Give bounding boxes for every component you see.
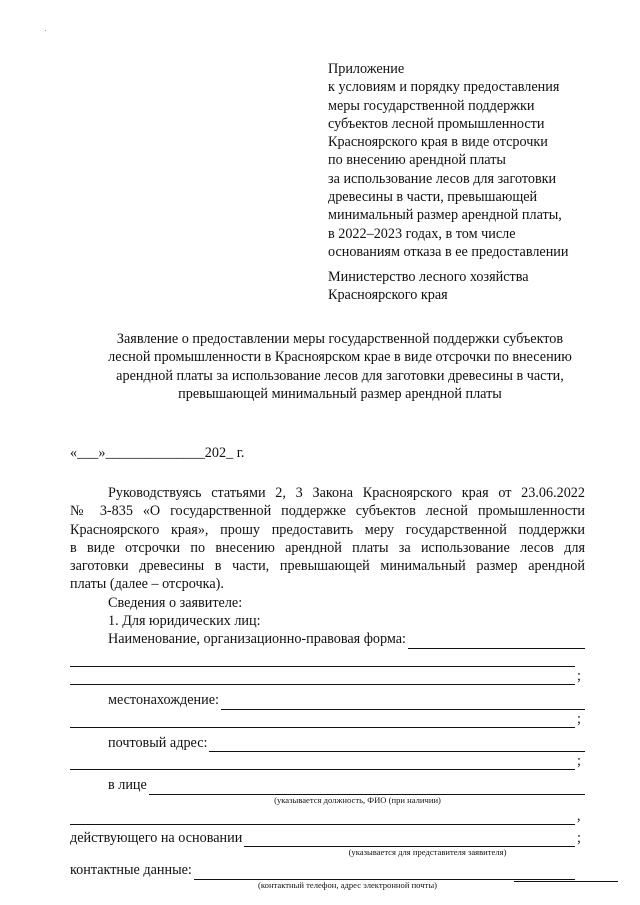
appendix-header [328,60,628,261]
name-field[interactable] [70,630,585,648]
appendix-line: субъектов лесной промышленности [328,115,545,132]
name-field-blank[interactable] [408,635,585,649]
legal-entities-heading: 1. Для юридических лиц: [108,613,261,630]
name-field-label: Наименование, организационно-правовая форма: [108,631,406,648]
scan-speck [45,30,46,31]
location-field[interactable] [70,691,585,709]
appendix-line: к условиям и порядку предоставления [328,79,560,96]
representative-label: в лице [108,777,147,794]
appendix-line: древесины в части, превышающей [328,189,538,206]
title-line: превышающей минимальный размер арендной платы [178,385,502,402]
paragraph-line: платы (далее – отсрочка). [70,576,224,593]
postal-address-blank[interactable] [70,756,575,770]
application-body [70,484,585,890]
title-line: Заявление о предоставлении меры государственной поддержки субъектов [116,331,564,347]
document-title [60,330,620,403]
semicolon: ; [577,667,581,684]
postal-address-blank[interactable] [209,738,585,752]
semicolon: ; [577,710,581,727]
name-field-blank[interactable] [70,671,575,685]
contacts-field[interactable] [70,861,585,879]
representative-blank[interactable] [149,781,585,795]
title-line: лесной промышленности в Красноярском крае в виде отсрочки по внесению [108,349,572,366]
semicolon: ; [577,830,581,847]
contacts-blank[interactable] [194,866,575,880]
appendix-line: в 2022–2023 годах, в том числе [328,225,516,242]
contacts-hint: (контактный телефон, адрес электронной почты) [258,879,437,890]
appendix-line: минимальный размер арендной платы, [328,207,562,224]
representative-hint: (указывается должность, ФИО (при наличии) [274,794,441,805]
basis-label: действующего на основании [70,830,243,847]
location-field-blank[interactable] [70,714,575,728]
appendix-line: за использование лесов для заготовки [328,170,557,187]
addressee-block [328,268,529,305]
paragraph-line: Красноярского края», прошу предоставить меру государственной поддержки [70,521,585,538]
semicolon: ; [577,753,581,770]
footer-rule [514,881,618,882]
addressee-line: Красноярского края [328,287,448,304]
name-field-continuation[interactable] [70,649,585,667]
contacts-label: контактные данные: [70,862,192,879]
representative-blank[interactable] [70,811,575,825]
location-field-blank[interactable] [221,696,585,710]
paragraph-line: в виде отсрочки по внесению арендной платы за использование лесов для [70,539,585,556]
appendix-line: по внесению арендной платы [328,152,506,169]
paragraph-line: заготовки древесины в части, превышающей минимальный размер арендной [70,558,585,575]
title-line: арендной платы за использование лесов для заготовки древесины в части, [116,367,564,384]
representative-continuation[interactable] [70,807,585,825]
date-line: «___»______________202_ г. [70,445,245,461]
appendix-line: меры государственной поддержки [328,97,535,114]
addressee-line: Министерство лесного хозяйства [328,269,529,285]
paragraph-line: № 3-835 «О государственной поддержке субъектов лесной промышленности [70,503,585,520]
basis-blank[interactable] [244,833,575,847]
postal-address-continuation[interactable] [70,752,585,770]
appendix-line: основаниям отказа в ее предоставлении [328,243,569,260]
location-field-label: местонахождение: [108,692,219,709]
location-field-continuation[interactable] [70,710,585,728]
name-field-blank[interactable] [70,653,575,667]
basis-field[interactable] [70,829,585,847]
postal-address-field[interactable] [70,734,585,752]
appendix-line: Красноярского края в виде отсрочки [328,134,548,151]
representative-field[interactable] [70,776,585,794]
basis-hint: (указывается для представителя заявителя) [348,847,507,858]
postal-address-label: почтовый адрес: [108,734,208,751]
comma: , [577,807,581,824]
paragraph-line: Руководствуясь статьями 2, 3 Закона Красноярского края от 23.06.2022 [108,485,585,501]
applicant-info-heading: Сведения о заявителе: [108,594,243,611]
appendix-line: Приложение [328,61,405,77]
name-field-continuation[interactable] [70,667,585,685]
